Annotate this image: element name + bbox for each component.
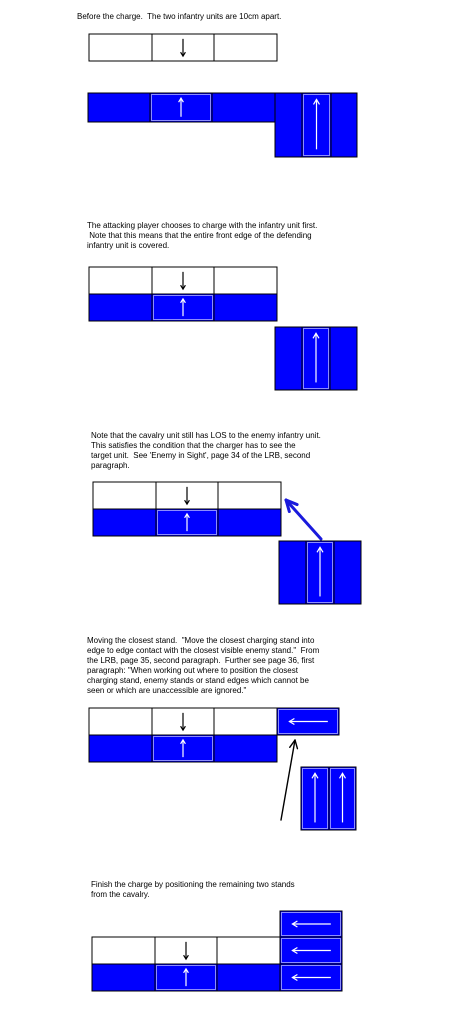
enemy-infantry-stand-center bbox=[152, 34, 214, 61]
stand-body bbox=[214, 708, 277, 735]
friendly-infantry-stand-center bbox=[156, 509, 218, 536]
enemy-infantry-stand-right bbox=[218, 482, 281, 509]
los-arrow bbox=[286, 500, 321, 539]
enemy-infantry-stand-center bbox=[152, 708, 214, 735]
cavalry-stand-left bbox=[275, 93, 302, 157]
panel-infantry-charge bbox=[89, 267, 357, 390]
stand-body bbox=[217, 964, 280, 991]
caption-finish-charge: Finish the charge by positioning the remaining two stands from the cavalry. bbox=[91, 880, 295, 899]
friendly-infantry-stand-right bbox=[217, 964, 280, 991]
stand-body bbox=[218, 509, 281, 536]
caption-infantry-charge: The attacking player chooses to charge with the infantry unit first. Note that this means that the entire front edge of the defending infantry unit is covered. bbox=[87, 221, 318, 250]
cavalry-stand-center bbox=[302, 93, 331, 157]
cavalry-stand-center bbox=[306, 541, 334, 604]
enemy-infantry-stand-right bbox=[217, 937, 280, 964]
stand-body bbox=[93, 509, 156, 536]
cavalry-stand-top bbox=[280, 911, 342, 937]
enemy-infantry-stand-left bbox=[93, 482, 156, 509]
enemy-infantry-stand-left bbox=[89, 708, 152, 735]
stand-body bbox=[89, 735, 152, 762]
enemy-infantry-stand-left bbox=[92, 937, 155, 964]
stand-body bbox=[279, 541, 306, 604]
cavalry-stand-bottom bbox=[280, 964, 342, 991]
friendly-infantry-stand-left bbox=[92, 964, 155, 991]
stand-body bbox=[212, 93, 275, 122]
stand-body bbox=[214, 735, 277, 762]
stand-body bbox=[92, 937, 155, 964]
friendly-infantry-stand-right bbox=[214, 294, 277, 321]
cavalry-stand-center bbox=[302, 327, 330, 390]
stand-body bbox=[88, 93, 150, 122]
stand-body bbox=[89, 267, 152, 294]
friendly-infantry-stand-center bbox=[155, 964, 217, 991]
stand-body bbox=[92, 964, 155, 991]
stand-body bbox=[214, 34, 277, 61]
cavalry-stand-middle bbox=[280, 937, 342, 964]
caption-closest-stand: Moving the closest stand. "Move the closest charging stand into edge to edge contact with the closest visible enemy stand." From the LRB, page 35, second paragraph. Further see page 36, first paragraph: "When working out where to position the closest charging stand, enemy stands or stand edges which cannot be seen or which are unaccessible are ignored." bbox=[87, 636, 320, 695]
friendly-infantry-stand-right bbox=[212, 93, 275, 122]
panel-before-charge bbox=[88, 34, 357, 157]
caption-cavalry-los: Note that the cavalry unit still has LOS to the enemy infantry unit. This satisfies the condition that the charger has to see the target unit. See 'Enemy in Sight', page 34 of the LRB, second paragraph. bbox=[91, 431, 321, 470]
friendly-infantry-stand-right bbox=[218, 509, 281, 536]
stand-body bbox=[218, 482, 281, 509]
stand-body bbox=[89, 708, 152, 735]
panel-cavalry-los bbox=[93, 482, 361, 604]
cavalry-stand-left bbox=[301, 767, 329, 830]
enemy-infantry-stand-left bbox=[89, 267, 152, 294]
friendly-infantry-stand-center bbox=[150, 93, 212, 122]
enemy-infantry-stand-right bbox=[214, 708, 277, 735]
stand-body bbox=[89, 294, 152, 321]
stand-body bbox=[93, 482, 156, 509]
enemy-infantry-stand-center bbox=[155, 937, 217, 964]
cavalry-stand-right bbox=[329, 767, 356, 830]
charging-cavalry-stand bbox=[277, 708, 339, 735]
panel-finish-charge bbox=[92, 911, 342, 991]
cavalry-stand-right bbox=[331, 93, 357, 157]
friendly-infantry-stand-left bbox=[89, 735, 152, 762]
cavalry-stand-left bbox=[275, 327, 302, 390]
stand-body bbox=[331, 93, 357, 157]
enemy-infantry-stand-right bbox=[214, 267, 277, 294]
stand-body bbox=[275, 93, 302, 157]
stand-body bbox=[89, 34, 152, 61]
friendly-infantry-stand-left bbox=[93, 509, 156, 536]
enemy-infantry-stand-center bbox=[152, 267, 214, 294]
stand-body bbox=[214, 294, 277, 321]
friendly-infantry-stand-center bbox=[152, 294, 214, 321]
friendly-infantry-stand-left bbox=[88, 93, 150, 122]
stand-body bbox=[275, 327, 302, 390]
cavalry-stand-left bbox=[279, 541, 306, 604]
friendly-infantry-stand-right bbox=[214, 735, 277, 762]
stand-body bbox=[334, 541, 361, 604]
cavalry-stand-right bbox=[330, 327, 357, 390]
enemy-infantry-stand-center bbox=[156, 482, 218, 509]
friendly-infantry-stand-left bbox=[89, 294, 152, 321]
enemy-infantry-stand-right bbox=[214, 34, 277, 61]
move-arrow bbox=[281, 740, 297, 820]
stand-body bbox=[217, 937, 280, 964]
enemy-infantry-stand-left bbox=[89, 34, 152, 61]
friendly-infantry-stand-center bbox=[152, 735, 214, 762]
panel-closest-stand bbox=[89, 708, 356, 830]
cavalry-stand-right bbox=[334, 541, 361, 604]
stand-body bbox=[214, 267, 277, 294]
caption-before-charge: Before the charge. The two infantry units are 10cm apart. bbox=[77, 12, 282, 21]
stand-body bbox=[330, 327, 357, 390]
